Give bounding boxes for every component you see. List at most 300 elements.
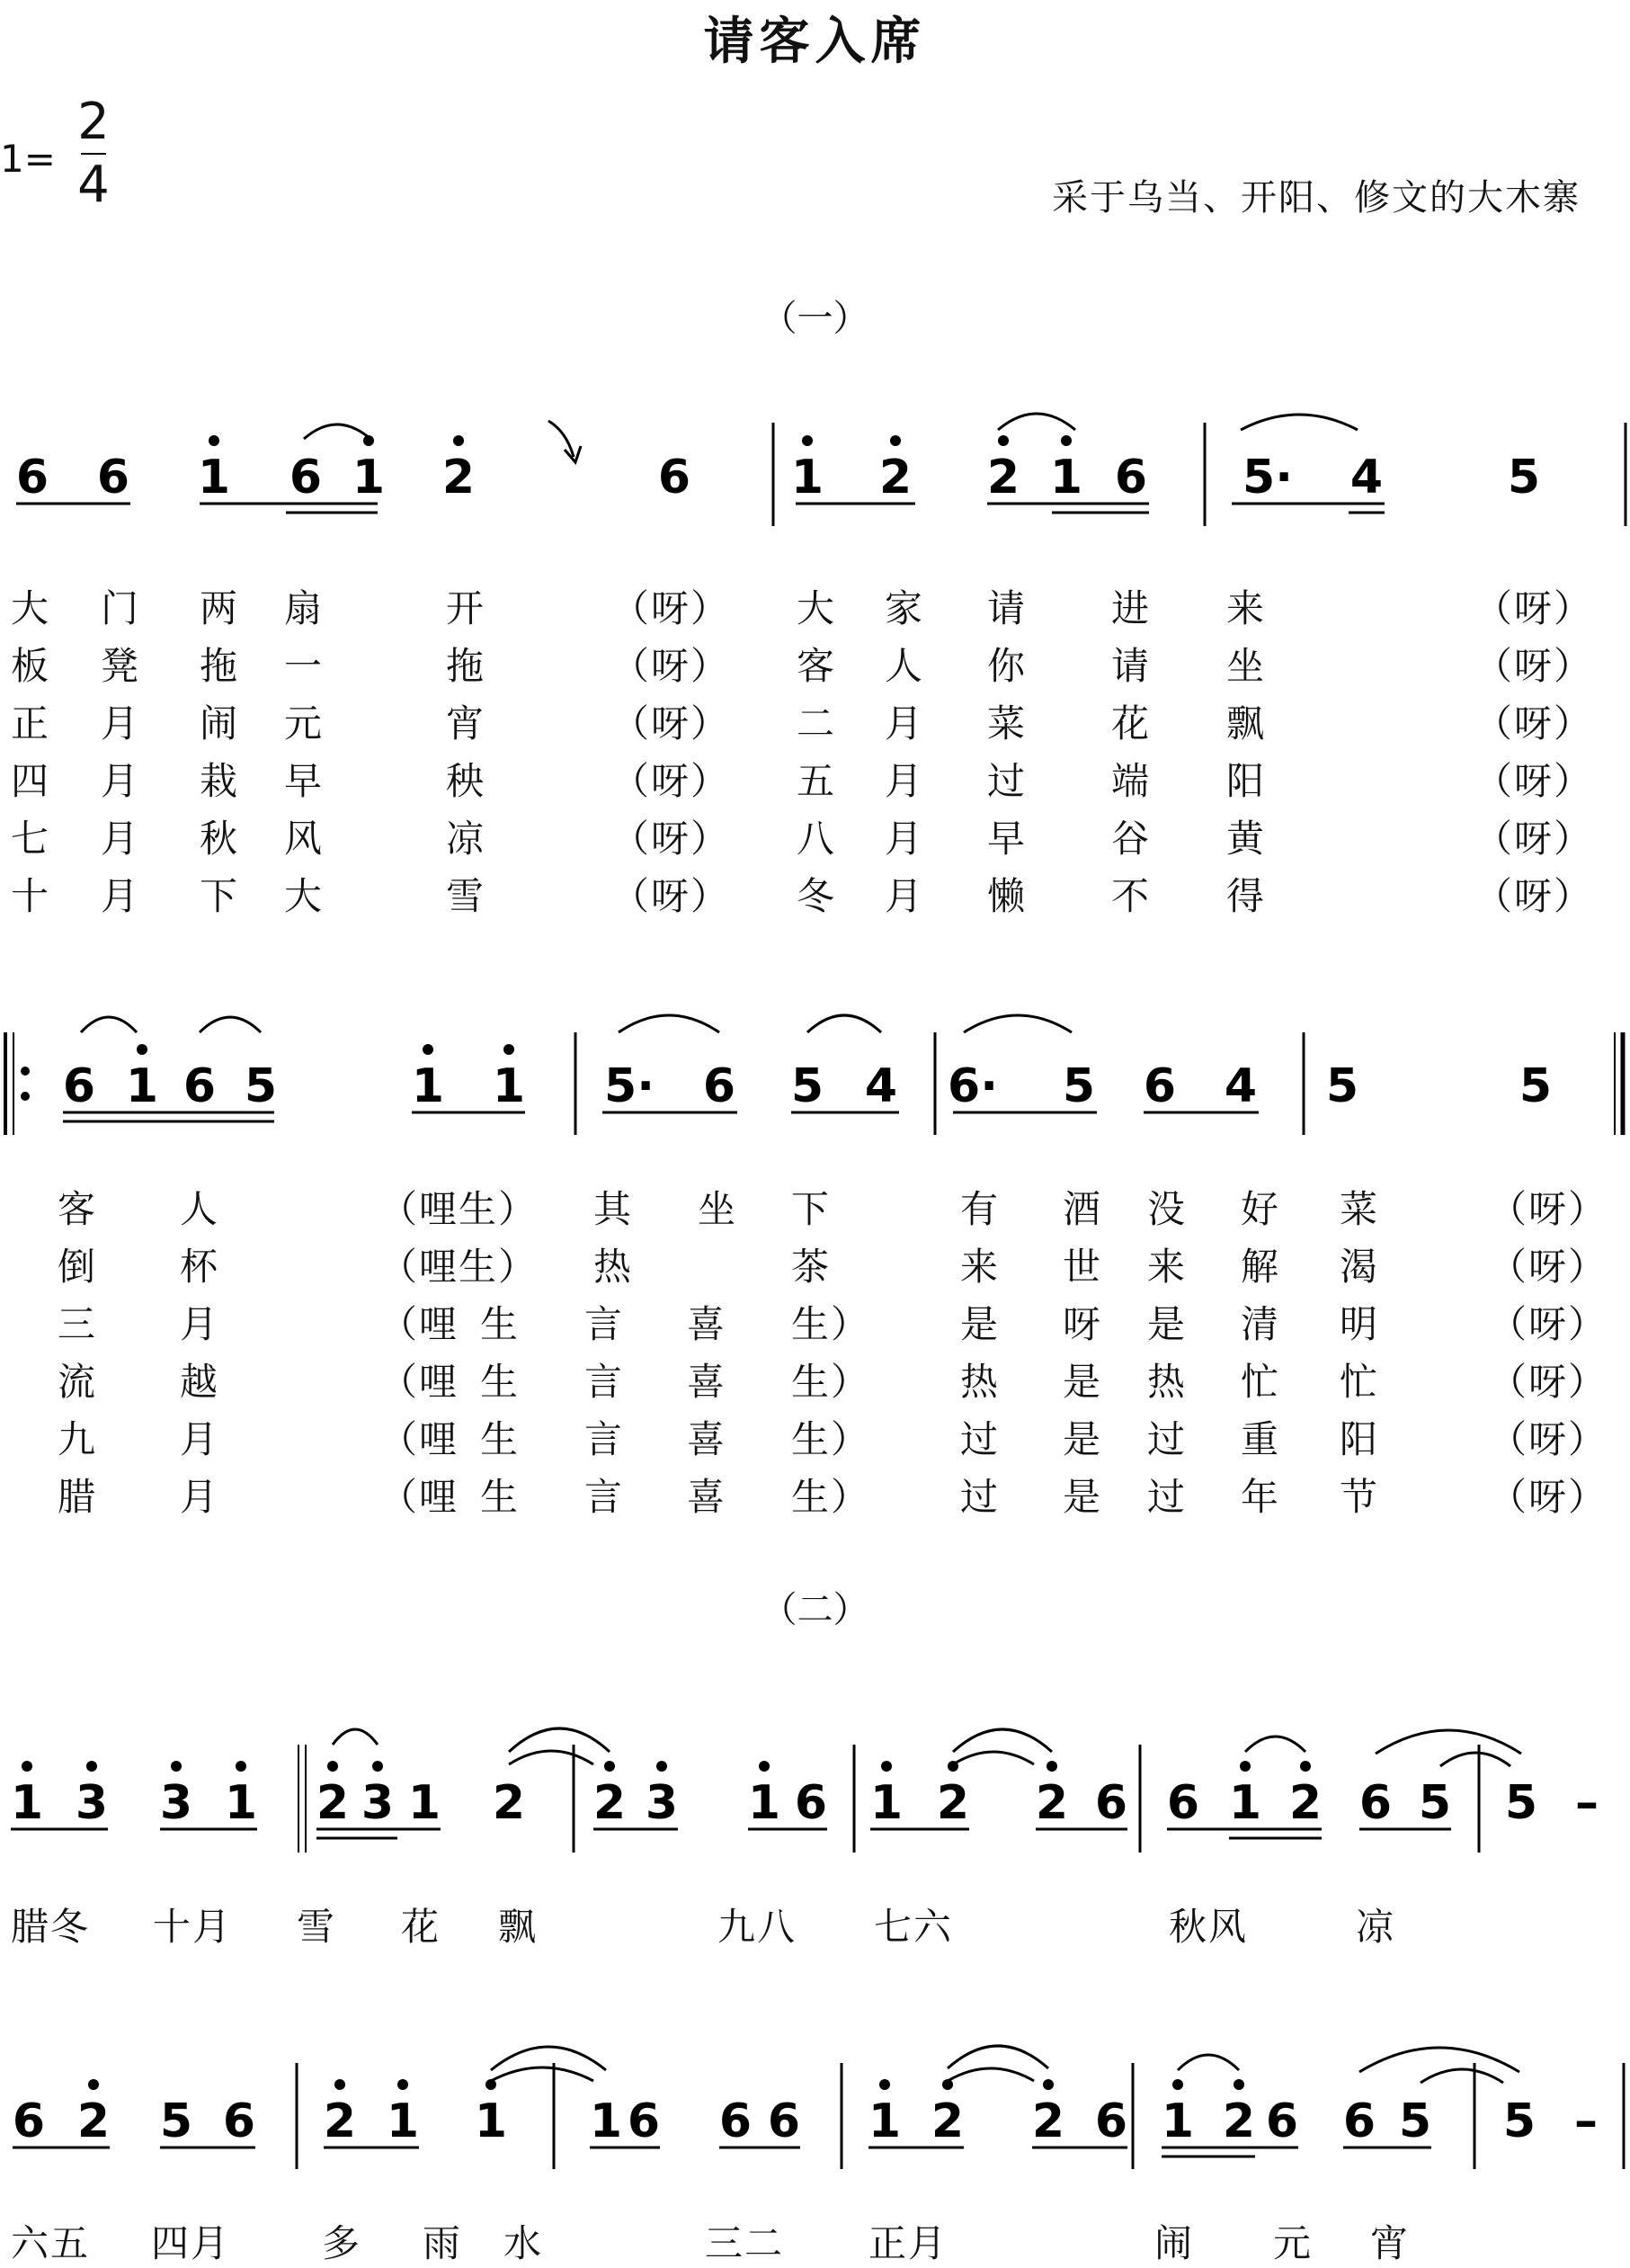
note: 6 <box>222 2094 256 2148</box>
lyric-syllable: 懒 <box>987 874 1028 918</box>
lyric-syllable: 过 <box>960 1475 1001 1519</box>
note: 6· <box>948 1059 998 1113</box>
note: – <box>1575 1776 1599 1830</box>
note: 5 <box>244 1059 278 1113</box>
octave-dot <box>137 1044 147 1055</box>
note: 6 <box>718 2094 753 2148</box>
note: 1 <box>869 1776 904 1830</box>
lyric-syllable: 没 <box>1147 1187 1188 1231</box>
note: 1 <box>747 1776 781 1830</box>
octave-dot <box>1172 2079 1183 2090</box>
lyric-syllable: 越 <box>180 1360 220 1404</box>
lyric-syllable: 生 <box>480 1360 521 1404</box>
lyric-syllable: 来 <box>1226 586 1267 630</box>
lyric-syllable: 黄 <box>1226 817 1267 861</box>
lyric-syllable: 闹 <box>200 701 240 746</box>
lyric-syllable: 月 <box>101 759 141 803</box>
lyric-syllable: 月 <box>885 701 925 746</box>
note: 6 <box>12 2094 46 2148</box>
lyric-syllable: 进 <box>1111 586 1152 630</box>
lyric-syllable: 下 <box>791 1187 832 1231</box>
note: 2 <box>936 1776 970 1830</box>
lyric-syllable: 生 <box>480 1475 521 1519</box>
lyric-syllable: 清 <box>1241 1302 1281 1346</box>
lyric-syllable: 拖 <box>200 644 240 688</box>
note: 3 <box>361 1776 395 1830</box>
slur <box>304 424 370 439</box>
lyric-syllable: 九 <box>58 1417 98 1461</box>
lyric-syllable: （呀） <box>1474 874 1594 918</box>
slur <box>953 1752 1034 1764</box>
lyric-syllable: 八 <box>797 817 837 861</box>
lyric-syllable: 阳 <box>1340 1417 1380 1461</box>
note: 2 <box>986 451 1020 504</box>
lyric-syllable: 重 <box>1241 1417 1281 1461</box>
slur <box>1359 2048 1519 2072</box>
note: 5 <box>1504 1776 1538 1830</box>
note: 6 <box>96 451 130 504</box>
lyric-syllable: 冬 <box>797 874 837 918</box>
octave-dot <box>171 1761 182 1772</box>
lyric-syllable: （呀） <box>611 759 731 803</box>
lyric-syllable: 阳 <box>1226 759 1267 803</box>
lyric-syllable: （呀） <box>1474 817 1594 861</box>
slur <box>953 1729 1052 1752</box>
note: 1 <box>197 451 231 504</box>
lyric-syllable: （呀） <box>1474 644 1594 688</box>
note: 5 <box>159 2094 193 2148</box>
lyric-syllable: （呀） <box>1489 1475 1608 1519</box>
lyric-syllable: 两 <box>200 586 240 630</box>
lyric-syllable: 七六 <box>874 1905 954 1949</box>
lyric-syllable: 喜 <box>687 1417 727 1461</box>
lyric-syllable: （哩 <box>379 1360 459 1404</box>
lyric-syllable: 你 <box>987 644 1028 688</box>
octave-dot <box>22 1761 32 1772</box>
lyric-syllable: 好 <box>1241 1187 1281 1231</box>
song-title: 请客入席 <box>703 12 927 71</box>
lyric-syllable: 风 <box>284 817 325 861</box>
lyric-syllable: 多 <box>322 2221 362 2265</box>
lyric-syllable: 流 <box>58 1360 98 1404</box>
slur <box>1241 415 1358 430</box>
lyric-syllable: 九八 <box>717 1905 797 1949</box>
lyric-syllable: 喜 <box>687 1302 727 1346</box>
lyric-syllable: 十月 <box>153 1905 233 1949</box>
octave-dot <box>1043 2079 1054 2090</box>
arrow-mark <box>548 421 581 462</box>
lyric-syllable: 月 <box>885 817 925 861</box>
note: 2 <box>323 2094 357 2148</box>
lyric-syllable: 秧 <box>446 759 486 803</box>
lyric-syllable: 三二 <box>705 2221 785 2265</box>
octave-dot <box>327 1761 338 1772</box>
lyric-syllable: 宵 <box>446 701 486 746</box>
note: 6 <box>62 1059 96 1113</box>
key-signature: 1= <box>0 137 56 181</box>
note: 4 <box>864 1059 898 1113</box>
lyric-syllable: 月 <box>180 1417 220 1461</box>
lyric-syllable: 呀 <box>1063 1302 1103 1346</box>
lyric-syllable: 凉 <box>1356 1905 1396 1949</box>
octave-dot <box>604 1761 615 1772</box>
section-label-1: （一） <box>761 298 869 339</box>
slur <box>509 1728 610 1752</box>
lyric-syllable: 腊 <box>58 1475 98 1519</box>
slur <box>1376 1730 1521 1754</box>
lyric-syllable: 端 <box>1111 759 1152 803</box>
lyric-syllable: 来 <box>1147 1245 1188 1289</box>
note: 1 <box>1049 451 1083 504</box>
lyric-syllable: （呀） <box>1489 1302 1608 1346</box>
lyric-syllable: （呀） <box>1489 1360 1608 1404</box>
lyric-syllable: 花 <box>401 1905 441 1949</box>
lyric-syllable: 明 <box>1340 1302 1380 1346</box>
note: 5 <box>790 1059 824 1113</box>
lyric-syllable: 凉 <box>446 817 486 861</box>
note: 1 <box>10 1776 44 1830</box>
note: 3 <box>645 1776 679 1830</box>
lyric-syllable: 飘 <box>498 1905 539 1949</box>
octave-dot <box>879 2079 890 2090</box>
note: 5 <box>1325 1059 1359 1113</box>
lyric-syllable: 言 <box>584 1360 625 1404</box>
lyric-syllable: 四月 <box>151 2221 231 2265</box>
octave-dot <box>1061 435 1072 446</box>
lyric-syllable: 热 <box>1147 1360 1188 1404</box>
lyric-syllable: 忙 <box>1340 1360 1380 1404</box>
slur <box>619 1015 719 1032</box>
note: – <box>1574 2094 1598 2148</box>
lyric-syllable: 言 <box>584 1417 625 1461</box>
note: 5· <box>1243 451 1293 504</box>
note: 1 <box>790 451 824 504</box>
source-note: 采于乌当、开阳、修文的大木寨 <box>1052 177 1581 219</box>
lyric-syllable: 是 <box>1063 1360 1103 1404</box>
octave-dot <box>1240 1761 1251 1772</box>
slur <box>1245 1737 1305 1752</box>
repeat-dot <box>21 1067 30 1076</box>
lyric-syllable: 七 <box>11 817 51 861</box>
note: 1 <box>589 2094 623 2148</box>
section-label-2: （二） <box>761 1589 869 1630</box>
lyric-syllable: 茶 <box>791 1245 832 1289</box>
octave-dot <box>881 1761 892 1772</box>
lyric-syllable: 人 <box>180 1187 220 1231</box>
lyric-syllable: 水 <box>503 2221 544 2265</box>
note: 5 <box>1507 451 1541 504</box>
note: 1 <box>407 1776 441 1830</box>
note: 6 <box>702 1059 736 1113</box>
lyric-syllable: 酒 <box>1063 1187 1103 1231</box>
slur <box>998 414 1075 430</box>
lyric-syllable: 谷 <box>1111 817 1152 861</box>
note: 6 <box>1094 2094 1128 2148</box>
lyric-syllable: 生） <box>791 1475 871 1519</box>
lyric-syllable: 生 <box>480 1417 521 1461</box>
note: 1 <box>1161 2094 1195 2148</box>
time-signature-top: 2 <box>77 93 110 151</box>
lyric-syllable: 喜 <box>687 1360 727 1404</box>
lyric-syllable: 节 <box>1340 1475 1380 1519</box>
note: 5 <box>1519 1059 1553 1113</box>
lyric-syllable: （呀） <box>1489 1187 1608 1231</box>
note: 5 <box>1398 2094 1432 2148</box>
note: 1 <box>492 1059 526 1113</box>
octave-dot <box>86 1761 97 1772</box>
note: 2 <box>878 451 913 504</box>
lyric-syllable: 栽 <box>200 759 240 803</box>
lyric-syllable: 坐 <box>1226 644 1267 688</box>
note: 6 <box>15 451 49 504</box>
lyric-syllable: 生） <box>791 1360 871 1404</box>
note: 6 <box>794 1776 828 1830</box>
lyric-syllable: （哩 <box>379 1417 459 1461</box>
lyric-syllable: 元 <box>1273 2221 1314 2265</box>
lyric-syllable: 二 <box>797 701 837 746</box>
octave-dot <box>236 1761 246 1772</box>
note: 2 <box>1035 1776 1069 1830</box>
lyric-syllable: 家 <box>885 586 925 630</box>
lyric-syllable: 年 <box>1241 1475 1281 1519</box>
slur <box>807 1015 881 1032</box>
lyric-syllable: 言 <box>584 1475 625 1519</box>
note: 6 <box>1143 1059 1177 1113</box>
lyric-syllable: 人 <box>885 644 925 688</box>
note: 2 <box>1288 1776 1323 1830</box>
lyric-syllable: 扇 <box>284 586 325 630</box>
lyric-syllable: 生 <box>480 1302 521 1346</box>
lyric-syllable: 是 <box>960 1302 1001 1346</box>
octave-dot <box>759 1761 770 1772</box>
octave-dot <box>423 1044 433 1055</box>
lyric-syllable: 来 <box>960 1245 1001 1289</box>
lyric-syllable: 忙 <box>1241 1360 1281 1404</box>
lyric-syllable: 雨 <box>423 2221 463 2265</box>
lyric-syllable: 宵 <box>1370 2221 1411 2265</box>
lyric-syllable: 凳 <box>101 644 141 688</box>
note: 1 <box>474 2094 508 2148</box>
note: 2 <box>1031 2094 1065 2148</box>
lyric-syllable: 客 <box>58 1187 98 1231</box>
note: 6 <box>1342 2094 1376 2148</box>
lyric-syllable: 月 <box>101 701 141 746</box>
note: 2 <box>492 1776 526 1830</box>
lyric-syllable: 世 <box>1063 1245 1103 1289</box>
lyric-syllable: 一 <box>284 644 325 688</box>
lyric-syllable: 客 <box>797 644 837 688</box>
lyric-syllable: （呀） <box>611 586 731 630</box>
time-signature-bottom: 4 <box>77 156 110 214</box>
lyric-syllable: 元 <box>284 701 325 746</box>
lyric-syllable: 月 <box>885 874 925 918</box>
lyric-syllable: 言 <box>584 1302 625 1346</box>
octave-dot <box>334 2079 345 2090</box>
slur <box>1421 2069 1503 2083</box>
slur <box>200 1017 261 1032</box>
octave-dot <box>88 2079 99 2090</box>
lyric-syllable: （呀） <box>1474 759 1594 803</box>
lyric-syllable: 得 <box>1226 874 1267 918</box>
slur <box>333 1729 378 1745</box>
lyric-syllable: 月 <box>180 1302 220 1346</box>
lyric-syllable: 四 <box>11 759 51 803</box>
octave-dot <box>503 1044 514 1055</box>
note: 1 <box>125 1059 159 1113</box>
note: 1 <box>1228 1776 1262 1830</box>
lyric-syllable: 渴 <box>1340 1245 1380 1289</box>
lyric-syllable: 闹 <box>1154 2221 1195 2265</box>
note: 1 <box>411 1059 445 1113</box>
lyric-syllable: 五 <box>797 759 837 803</box>
lyric-syllable: （呀） <box>611 701 731 746</box>
note: 2 <box>592 1776 627 1830</box>
lyric-syllable: 雪 <box>446 874 486 918</box>
lyric-syllable: 喜 <box>687 1475 727 1519</box>
lyric-syllable: 其 <box>593 1187 634 1231</box>
lyric-syllable: （呀） <box>611 817 731 861</box>
note: 5 <box>1418 1776 1452 1830</box>
lyric-syllable: 板 <box>11 644 51 688</box>
note: 4 <box>1349 451 1384 504</box>
slur <box>81 1017 137 1032</box>
note: 6 <box>1265 2094 1299 2148</box>
lyric-syllable: 秋风 <box>1169 1905 1249 1949</box>
lyric-syllable: （哩 <box>379 1475 459 1519</box>
note: 1 <box>386 2094 420 2148</box>
lyric-syllable: 过 <box>1147 1417 1188 1461</box>
octave-dot <box>1047 1761 1057 1772</box>
note: 5 <box>1502 2094 1536 2148</box>
note: 6 <box>1114 451 1148 504</box>
slur <box>1440 1753 1510 1766</box>
note: 6 <box>767 2094 801 2148</box>
lyric-syllable: 大 <box>284 874 325 918</box>
note: 5 <box>1062 1059 1096 1113</box>
lyric-syllable: 腊冬 <box>11 1905 91 1949</box>
lyric-syllable: 正 <box>11 701 51 746</box>
lyric-syllable: 过 <box>960 1417 1001 1461</box>
lyric-syllable: 飘 <box>1226 701 1267 746</box>
lyric-syllable: 杯 <box>180 1245 220 1289</box>
lyric-syllable: 不 <box>1111 874 1152 918</box>
slur <box>948 2068 1034 2081</box>
slur <box>948 2046 1048 2068</box>
note: 6 <box>1358 1776 1393 1830</box>
lyric-syllable: 正月 <box>868 2221 949 2265</box>
note: 1 <box>224 1776 258 1830</box>
note: 2 <box>441 451 476 504</box>
note: 6 <box>657 451 691 504</box>
octave-dot <box>397 2079 408 2090</box>
note: 1 <box>352 451 386 504</box>
lyric-syllable: （呀） <box>611 644 731 688</box>
octave-dot <box>209 435 219 446</box>
repeat-dot <box>21 1092 30 1101</box>
lyric-syllable: 有 <box>960 1187 1001 1231</box>
slur <box>491 2067 593 2081</box>
octave-dot <box>890 435 901 446</box>
note: 6 <box>1094 1776 1128 1830</box>
lyric-syllable: 解 <box>1241 1245 1281 1289</box>
lyric-syllable: 是 <box>1147 1302 1188 1346</box>
octave-dot <box>372 1761 383 1772</box>
note: 1 <box>868 2094 902 2148</box>
note: 4 <box>1224 1059 1258 1113</box>
lyric-syllable: 月 <box>101 874 141 918</box>
note: 2 <box>316 1776 350 1830</box>
lyric-syllable: 月 <box>180 1475 220 1519</box>
slur <box>509 1751 593 1764</box>
note: 3 <box>75 1776 109 1830</box>
octave-dot <box>656 1761 667 1772</box>
octave-dot <box>802 435 813 446</box>
slur <box>964 1015 1072 1032</box>
lyric-syllable: （哩 <box>379 1302 459 1346</box>
octave-dot <box>1300 1761 1311 1772</box>
lyric-syllable: 生） <box>791 1302 871 1346</box>
lyric-syllable: 月 <box>885 759 925 803</box>
note: 2 <box>76 2094 111 2148</box>
lyric-syllable: 菜 <box>987 701 1028 746</box>
lyric-syllable: 大 <box>797 586 837 630</box>
lyric-syllable: 三 <box>58 1302 98 1346</box>
lyric-syllable: 热 <box>593 1245 634 1289</box>
note: 3 <box>159 1776 193 1830</box>
lyric-syllable: 十 <box>11 874 51 918</box>
lyric-syllable: 是 <box>1063 1475 1103 1519</box>
note: 2 <box>931 2094 965 2148</box>
lyric-syllable: 菜 <box>1340 1187 1380 1231</box>
slur <box>1178 2055 1239 2070</box>
note: 5· <box>604 1059 655 1113</box>
note: 2 <box>1222 2094 1256 2148</box>
lyric-syllable: （呀） <box>1474 586 1594 630</box>
octave-dot <box>1234 2079 1244 2090</box>
lyric-syllable: （呀） <box>611 874 731 918</box>
lyric-syllable: （呀） <box>1489 1417 1608 1461</box>
note: 6 <box>289 451 323 504</box>
lyric-syllable: 秋 <box>200 817 240 861</box>
lyric-syllable: 下 <box>200 874 240 918</box>
lyric-syllable: 月 <box>101 817 141 861</box>
lyric-syllable: 倒 <box>58 1245 98 1289</box>
octave-dot <box>453 435 464 446</box>
lyric-syllable: 热 <box>960 1360 1001 1404</box>
note: 6 <box>627 2094 661 2148</box>
lyric-syllable: 过 <box>1147 1475 1188 1519</box>
lyric-syllable: 生） <box>791 1417 871 1461</box>
lyric-syllable: 门 <box>101 586 141 630</box>
lyric-syllable: 开 <box>446 586 486 630</box>
lyric-syllable: 雪 <box>297 1905 337 1949</box>
lyric-syllable: 早 <box>987 817 1028 861</box>
lyric-syllable: （哩生） <box>379 1187 539 1231</box>
lyric-syllable: 是 <box>1063 1417 1103 1461</box>
note: 6 <box>183 1059 217 1113</box>
lyric-syllable: 坐 <box>698 1187 738 1231</box>
lyric-syllable: 花 <box>1111 701 1152 746</box>
lyric-syllable: （呀） <box>1489 1245 1608 1289</box>
lyric-syllable: 拖 <box>446 644 486 688</box>
note: 6 <box>1166 1776 1200 1830</box>
lyric-syllable: 过 <box>987 759 1028 803</box>
lyric-syllable: 大 <box>11 586 51 630</box>
lyric-syllable: 六五 <box>11 2221 91 2265</box>
lyric-syllable: 请 <box>987 586 1028 630</box>
lyric-syllable: 请 <box>1111 644 1152 688</box>
octave-dot <box>998 435 1009 446</box>
